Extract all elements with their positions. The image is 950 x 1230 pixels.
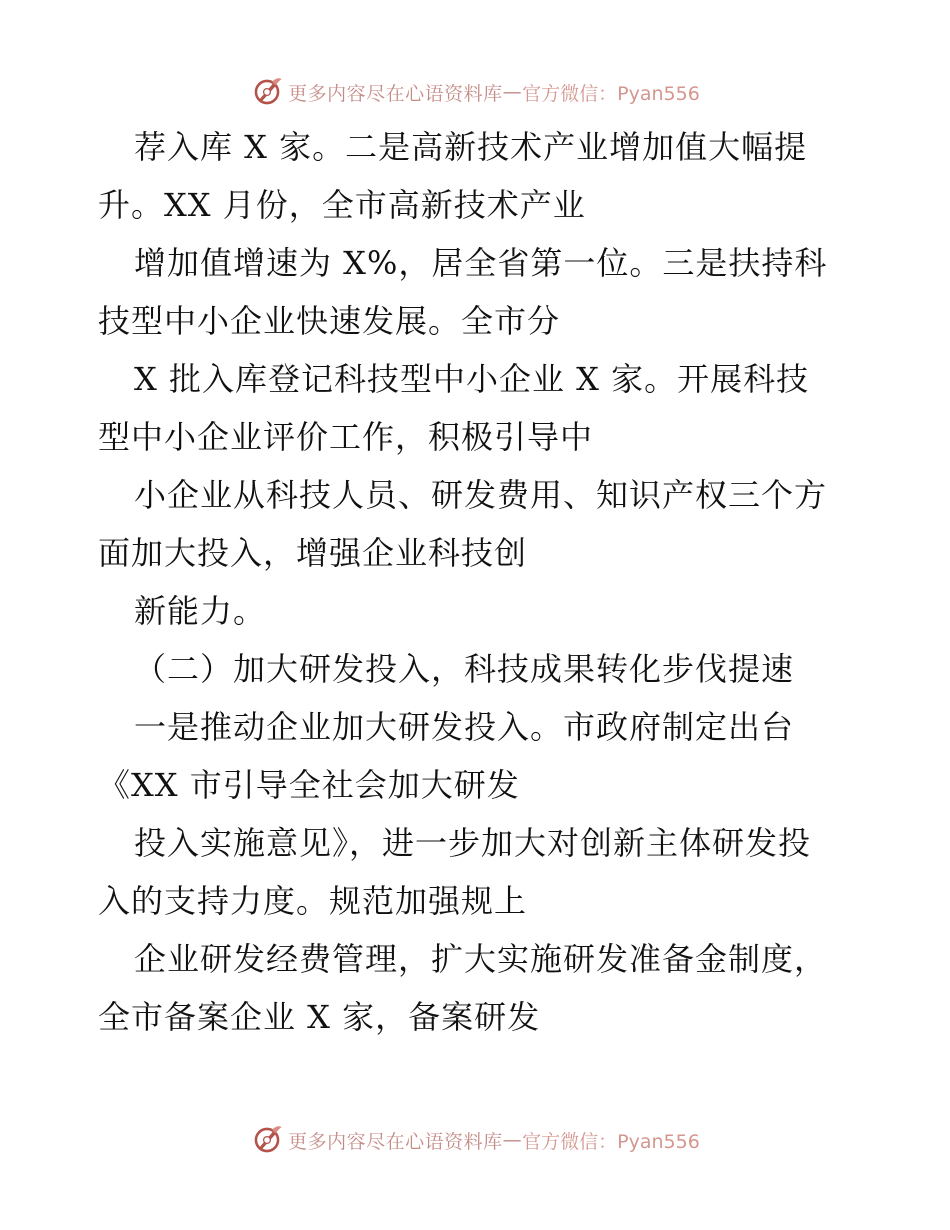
text-line: 增加值增速为 X%，居全省第一位。三是扶持科 — [134, 244, 828, 282]
text-line: X 批入库登记科技型中小企业 X 家。开展科技 — [134, 360, 810, 398]
text-line: 型中小企业评价工作，积极引导中 — [98, 418, 594, 456]
footer-watermark — [0, 1120, 950, 1160]
watermark-text: 更多内容尽在心语资料库 — [288, 82, 503, 105]
text-line: 荐入库 X 家。二是高新技术产业增加值大幅提 — [134, 128, 808, 166]
text-line: 新能力。 — [134, 592, 267, 630]
watermark-dash: — — [502, 81, 523, 103]
text-line: 小企业从科技人员、研发费用、知识产权三个方 — [134, 476, 828, 514]
section-heading: （二）加大研发投入，科技成果转化步伐提速 — [134, 650, 795, 688]
text-line: 面加大投入，增强企业科技创 — [98, 534, 528, 572]
text-line: 技型中小企业快速发展。全市分 — [98, 302, 561, 340]
text-line: 升。XX 月份，全市高新技术产业 — [98, 186, 586, 224]
document-body — [98, 118, 868, 1046]
text-line: 企业研发经费管理，扩大实施研发准备金制度， — [134, 940, 828, 978]
text-line: 一是推动企业加大研发投入。市政府制定出台 — [134, 708, 795, 746]
text-line: 全市备案企业 X 家，备案研发 — [98, 998, 541, 1036]
text-line: 入的支持力度。规范加强规上 — [98, 882, 528, 920]
watermark-text: 更多内容尽在心语资料库 — [288, 1130, 503, 1153]
watermark-contact: 官方微信：Pyan556 — [522, 1130, 700, 1153]
header-watermark — [0, 72, 950, 112]
watermark-dash: — — [502, 1129, 523, 1151]
text-line: 《XX 市引导全社会加大研发 — [98, 766, 520, 804]
quill-logo-icon — [250, 1123, 284, 1157]
quill-logo-icon — [250, 75, 284, 109]
watermark-contact: 官方微信：Pyan556 — [522, 82, 700, 105]
text-line: 投入实施意见》，进一步加大对创新主体研发投 — [134, 824, 812, 862]
